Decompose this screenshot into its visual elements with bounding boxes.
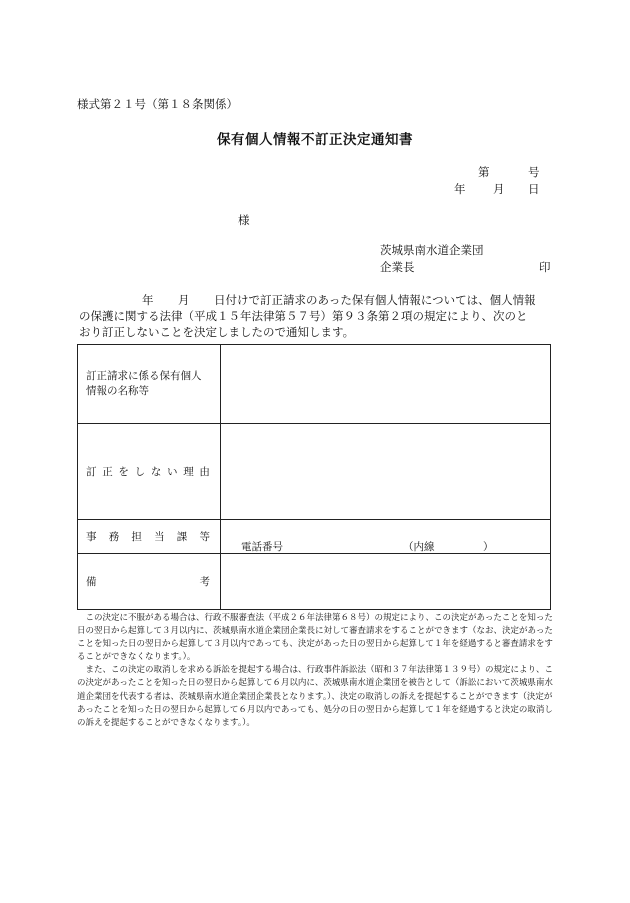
label-remarks-char: 考 (199, 576, 210, 588)
label-department-char: 事 (86, 531, 97, 543)
label-reason-char: 正 (102, 466, 113, 478)
date-day: 日 (528, 182, 540, 196)
body-year: 年 (142, 293, 154, 307)
label-reason-char: を (118, 466, 129, 478)
sender-org: 茨城県南水道企業団 (380, 243, 484, 257)
value-department (221, 520, 551, 554)
document-title: 保有個人情報不訂正決定通知書 (217, 132, 413, 148)
sender-title: 企業長 (380, 260, 415, 274)
seal-mark: 印 (539, 260, 551, 274)
label-department-char: 担 (131, 531, 142, 543)
table-row-remarks (78, 554, 551, 610)
doc-number-go: 号 (528, 165, 540, 179)
body-line2: の保護に関する法律（平成１５年法律第５７号）第９３条第２項の規定により、次のと (79, 309, 528, 323)
label-reason-char: し (134, 466, 146, 478)
table-row-reason (78, 424, 551, 520)
label-info-name-line1: 訂正請求に係る保有個人 (86, 370, 202, 382)
note-review-request: この決定に不服がある場合は、行政不服審査法（平成２６年法律第６８号）の規定により、この決定があったことを知った日の翌日から起算して３月以内に、茨城県南水道企業団企業長に対して審査請求をすることができます（なお、決定があったことを知った日の翌日から起算して３月以内であっても、決定があった日の翌日から起算して１年を経過すると審査請求をすることができなくなります。）。 (77, 613, 553, 663)
label-reason-char: な (150, 466, 162, 478)
label-department (78, 520, 221, 554)
label-department-char: 課 (176, 531, 188, 543)
value-reason (221, 424, 551, 520)
doc-number-dai: 第 (478, 165, 490, 179)
label-department-char: 等 (199, 531, 210, 543)
label-remarks (78, 554, 221, 610)
phone-label: 電話番号 (241, 541, 283, 553)
value-remarks (221, 554, 551, 610)
table-row-info-name (78, 345, 551, 424)
label-reason-char: 訂 (86, 466, 97, 478)
body-line1: 日付けで訂正請求のあった保有個人情報については、個人情報 (214, 293, 536, 307)
table-row-department (78, 520, 551, 554)
addressee-suffix: 様 (238, 213, 250, 227)
extension-open: （内線 (403, 541, 435, 553)
body-month: 月 (178, 293, 190, 307)
label-reason-char: い (167, 466, 178, 478)
body-line3: おり訂正しないことを決定しましたので通知します。 (79, 325, 355, 339)
label-remarks-char: 備 (86, 576, 97, 588)
label-info-name (78, 345, 221, 424)
label-reason (78, 424, 221, 520)
label-reason-char: 理 (183, 466, 194, 478)
note-litigation: また、この決定の取消しを求める訴訟を提起する場合は、行政事件訴訟法（昭和３７年法律第１３９号）の規定により、この決定があったことを知った日の翌日から起算して６月以内に、茨城県南水道企業団を被告として（訴訟において茨城県南水道企業団を代表する者は、茨城県南水道企業団企業長となります。）、決定の取消しの訴えを提起することができます（決定があったことを知った日の翌日から起算して６月以内であっても、処分の日の翌日から起算して１年を経過すると決定の取消しの訴えを提起することができなくなります。）。 (77, 665, 554, 728)
label-info-name-line2: 情報の名称等 (86, 385, 149, 397)
value-info-name (221, 345, 551, 424)
extension-close: ） (483, 541, 494, 553)
label-department-char: 務 (108, 531, 120, 543)
label-reason-char: 由 (199, 466, 210, 478)
appeal-notes (77, 612, 555, 730)
date-year: 年 (454, 182, 466, 196)
form-number: 様式第２１号（第１８条関係） (77, 97, 238, 111)
date-month: 月 (493, 182, 505, 196)
label-department-char: 当 (154, 531, 165, 543)
notice-table (77, 344, 551, 610)
